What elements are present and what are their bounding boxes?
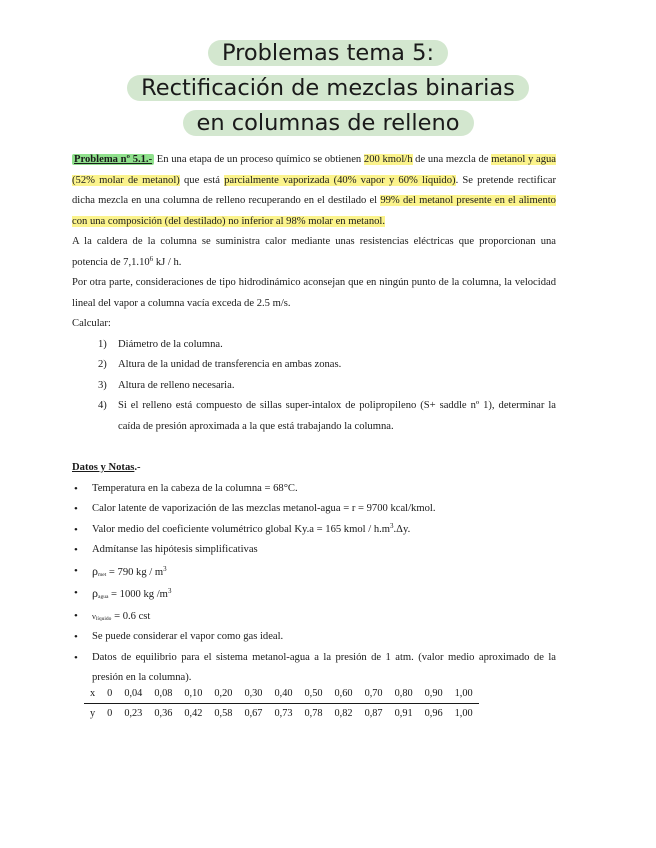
note-temperature: • Temperatura en la cabeza de la columna = 68°C.	[72, 479, 556, 500]
rho-symbol: ρ	[92, 563, 98, 578]
y-cell: 0,78	[304, 708, 323, 719]
problem-text: de una mezcla de	[412, 154, 492, 165]
note-rho-water	[72, 583, 556, 606]
question-item	[72, 396, 556, 437]
document-body	[72, 150, 556, 689]
y-cell: 0,67	[244, 708, 263, 719]
note-rho-methanol	[72, 561, 556, 584]
y-cell: 0,73	[274, 708, 293, 719]
heat-text: A la caldera de la columna se suministra calor mediante unas resistencias eléctricas que proporcionan una potencia de 7,1.10	[72, 236, 556, 268]
problem-label: Problema nº 5.1.-	[74, 154, 153, 165]
note-text: Valor medio del coeficiente volumétrico global Ky.a = 165 kmol / h.m	[92, 523, 391, 535]
spacer	[72, 437, 556, 458]
problem-text: . Se pretende rectificar dicha mezcla en una columna de relleno recuperando en el destilado el	[72, 174, 556, 206]
y-cell: 0,36	[154, 708, 173, 719]
highlight-recovery: 99% del metanol presente en el alimento con una composición (del destilado) no inferior al 98% molar en metanol.	[72, 195, 556, 227]
notes-heading	[72, 458, 556, 479]
question-item	[72, 335, 556, 356]
question-item	[72, 355, 556, 376]
note-ideal-gas: • Se puede considerar el vapor como gas ideal.	[72, 627, 556, 648]
note-exponent: 3	[390, 521, 394, 530]
heat-exponent: 6	[149, 254, 154, 263]
question-text: Si el relleno está compuesto de sillas super-intalox de polipropileno (S+ saddle nº 1), determinar la caída de presión aproximada a la que está trabajando la columna.	[118, 400, 556, 432]
note-text: .Δy.	[393, 523, 411, 535]
equilibrium-table	[84, 684, 479, 723]
x-cell: 0,30	[238, 684, 268, 704]
note-latent-heat: • Calor latente de vaporización de las mezclas metanol-agua = r = 9700 kcal/kmol.	[72, 499, 556, 520]
note-exponent: 3	[167, 587, 172, 595]
note-equilibrium: • Datos de equilibrio para el sistema metanol-agua a la presión de 1 atm. (valor medio aproximado de la presión en la columna).	[72, 648, 556, 689]
note-value: = 790 kg / m	[106, 566, 164, 578]
x-cell: 0,80	[389, 684, 419, 704]
title-line-3: en columnas de relleno	[183, 110, 474, 136]
y-cell: 0,82	[334, 708, 353, 719]
y-cell: 0,23	[124, 708, 143, 719]
notes-list	[72, 479, 556, 689]
note-value: = 1000 kg /m	[108, 589, 168, 600]
question-number: 4)	[98, 400, 107, 411]
x-cell: 0,90	[419, 684, 449, 704]
x-label: x	[84, 684, 101, 704]
y-cell: 0,96	[424, 708, 443, 719]
y-cell: 0	[107, 708, 113, 719]
problem-text: En una etapa de un proceso químico se obtienen	[154, 154, 364, 165]
nu-symbol: ν	[92, 610, 96, 621]
question-number: 2)	[98, 359, 107, 370]
x-row	[84, 684, 479, 704]
y-label: y	[90, 708, 96, 719]
x-cell: 0,08	[148, 684, 178, 704]
rho-subscript: agua	[98, 594, 109, 600]
problem-statement	[72, 150, 556, 232]
x-cell: 0,50	[299, 684, 329, 704]
question-item	[72, 376, 556, 397]
highlight-flow: 200 kmol/h	[363, 154, 413, 165]
heat-paragraph	[72, 232, 556, 273]
x-cell: 0,20	[208, 684, 238, 704]
heat-unit: kJ / h.	[153, 256, 182, 268]
x-cell: 0,40	[268, 684, 298, 704]
question-text: Altura de relleno necesaria.	[118, 379, 235, 391]
notes-header: Datos y Notas	[72, 462, 135, 473]
problem-text: que está	[179, 174, 225, 186]
rho-subscript: met	[98, 571, 107, 578]
x-cell: 0,70	[359, 684, 389, 704]
question-list	[72, 335, 556, 438]
note-hypotheses: • Admítanse las hipótesis simplificativas	[72, 540, 556, 561]
note-coefficient	[72, 520, 556, 541]
title-line-1: Problemas tema 5:	[208, 40, 448, 66]
question-number: 3)	[98, 379, 107, 391]
rho-symbol: ρ	[92, 586, 98, 600]
note-value: = 0.6 cst	[111, 610, 151, 622]
y-row	[84, 704, 479, 724]
nu-subscript: líquido	[95, 615, 112, 622]
highlight-vaporized: parcialmente vaporizada (40% vapor y 60% líquido)	[224, 174, 456, 186]
velocity-paragraph: Por otra parte, consideraciones de tipo hidrodinámico aconsejan que en ningún punto de la columna, la velocidad lineal del vapor a columna vacía exceda de 2.5 m/s.	[72, 277, 556, 309]
highlight-mixture: metanol y agua (52% molar de metanol)	[72, 154, 556, 186]
note-exponent: 3	[163, 564, 167, 573]
y-cell: 0,42	[184, 708, 203, 719]
title-line-2: Rectificación de mezclas binarias	[127, 75, 529, 101]
note-viscosity	[72, 606, 556, 628]
calcular-label: Calcular:	[72, 318, 111, 329]
x-cell: 1,00	[449, 684, 479, 704]
x-cell: 0,60	[329, 684, 359, 704]
page-title	[0, 36, 656, 141]
y-cell: 0,58	[214, 708, 233, 719]
notes-header-suffix: .-	[134, 462, 141, 473]
question-text: Diámetro de la columna.	[118, 338, 223, 350]
x-cell: 0	[101, 684, 118, 704]
question-number: 1)	[98, 338, 107, 350]
x-cell: 0,10	[178, 684, 208, 704]
x-cell: 0,04	[118, 684, 148, 704]
y-cell: 0,87	[364, 708, 383, 719]
y-cell: 0,91	[394, 708, 413, 719]
question-text: Altura de la unidad de transferencia en ambas zonas.	[118, 359, 342, 370]
y-cell: 1,00	[454, 708, 473, 719]
